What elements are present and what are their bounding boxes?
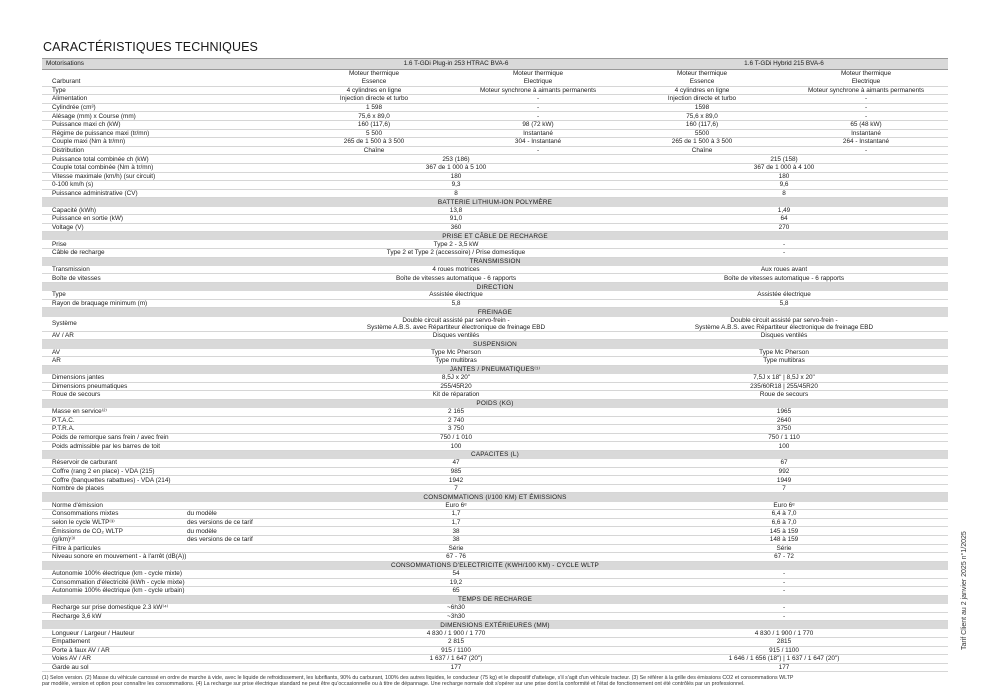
spec-value: - bbox=[864, 147, 868, 154]
spec-row bbox=[42, 215, 948, 224]
spec-row bbox=[42, 382, 948, 391]
spec-row bbox=[42, 408, 948, 416]
spec-label: Porte à faux AV / AR bbox=[42, 646, 292, 655]
spec-label: Filtre à particules bbox=[42, 544, 292, 553]
spec-value: 75,6 x 89,0 bbox=[358, 112, 390, 120]
spec-value: 1 637 / 1 647 (20") bbox=[429, 655, 483, 663]
section-header bbox=[42, 493, 948, 502]
spec-row bbox=[42, 518, 948, 527]
spec-value: Essence bbox=[361, 78, 387, 86]
spec-row bbox=[42, 120, 948, 129]
spec-value: 67 bbox=[780, 459, 788, 467]
spec-label: Type bbox=[42, 291, 292, 299]
spec-value: 177 bbox=[450, 663, 462, 671]
spec-row bbox=[42, 331, 948, 340]
spec-row bbox=[42, 527, 948, 536]
section-header bbox=[42, 198, 948, 207]
spec-value: 4 830 / 1 900 / 1 770 bbox=[426, 629, 486, 637]
spec-value: 5 500 bbox=[366, 129, 383, 137]
spec-value: 145 à 159 bbox=[769, 527, 799, 535]
spec-value: 7,5J x 18" | 8,5J x 20" bbox=[753, 374, 815, 382]
spec-sublabel: du modèle bbox=[187, 510, 292, 519]
spec-row bbox=[42, 433, 948, 442]
section-title: SUSPENSION bbox=[42, 340, 948, 349]
spec-value: 9,3 bbox=[451, 181, 461, 189]
spec-value: 255/45R20 bbox=[440, 382, 472, 390]
spec-label: Consommations mixtes bbox=[42, 510, 187, 519]
spec-value: 215 (158) bbox=[770, 155, 798, 163]
spec-value: 75,6 x 89,0 bbox=[686, 112, 718, 120]
spec-value: 2640 bbox=[776, 416, 792, 424]
spec-label: Prise bbox=[42, 240, 292, 248]
spec-value: 750 / 1 010 bbox=[440, 433, 472, 441]
spec-value: 64 bbox=[780, 215, 788, 223]
spec-value: 67 - 76 bbox=[446, 553, 466, 561]
spec-value: - bbox=[864, 95, 868, 103]
spec-label: Recharge 3,6 kW bbox=[42, 612, 292, 621]
model-plugin-header: 1.6 T-GDi Plug-in 253 HTRAC BVA-6 bbox=[403, 60, 509, 68]
spec-value: Type multibras bbox=[435, 357, 477, 365]
section-header bbox=[42, 257, 948, 266]
model-hybrid-header: 1.6 T-GDi Hybrid 215 BVA-6 bbox=[744, 60, 824, 68]
spec-value: - bbox=[782, 240, 786, 248]
colhead-plugin-electric: Moteur thermique bbox=[512, 70, 564, 78]
spec-value: - bbox=[536, 104, 540, 112]
spec-value: - bbox=[536, 95, 540, 103]
spec-label: Puissance en sortie (kW) bbox=[42, 215, 292, 224]
spec-value: 4 cylindres en ligne bbox=[346, 86, 402, 94]
spec-value: Assistée électrique bbox=[757, 291, 811, 299]
section-title: DIMENSIONS EXTÉRIEURES (MM) bbox=[42, 621, 948, 630]
spec-value: Aux roues avant bbox=[760, 266, 808, 274]
spec-label: Couple maxi (Nm à tr/mn) bbox=[42, 138, 292, 147]
spec-row bbox=[42, 553, 948, 562]
spec-row bbox=[42, 357, 948, 366]
spec-label: Alimentation bbox=[42, 95, 292, 104]
spec-value: 38 bbox=[452, 527, 460, 535]
spec-value: 1,49 bbox=[777, 206, 791, 214]
spec-value: 2 815 bbox=[448, 638, 465, 646]
section-title: JANTES / PNEUMATIQUES⁽¹⁾ bbox=[42, 365, 948, 374]
spec-value: Roue de secours bbox=[759, 391, 809, 399]
spec-value: 7 bbox=[454, 485, 458, 493]
spec-value: 91,0 bbox=[449, 215, 463, 223]
spec-value: 235/60R18 | 255/45R20 bbox=[750, 382, 818, 390]
spec-value: 8,5J x 20" bbox=[441, 374, 471, 382]
spec-row bbox=[42, 612, 948, 621]
spec-value: Double circuit assisté par servo-frein - bbox=[402, 316, 510, 324]
spec-row bbox=[42, 663, 948, 672]
spec-row bbox=[42, 291, 948, 299]
spec-row bbox=[42, 484, 948, 493]
spec-value: 1 598 bbox=[366, 104, 383, 112]
spec-sublabel: des versions de ce tarif bbox=[187, 536, 292, 545]
spec-row bbox=[42, 570, 948, 578]
spec-value: Boîte de vitesses automatique - 6 rapports bbox=[395, 274, 517, 282]
spec-row bbox=[42, 578, 948, 587]
spec-value: - bbox=[782, 578, 786, 586]
spec-label: Émissions de CO₂ WLTP bbox=[42, 527, 187, 536]
spec-value: Série bbox=[776, 544, 792, 552]
spec-value: Système A.B.S. avec Répartiteur électronique de freinage EBD bbox=[366, 323, 546, 331]
spec-label: AV bbox=[42, 349, 292, 357]
spec-value: 160 (117,6) bbox=[357, 121, 391, 129]
spec-row bbox=[42, 240, 948, 248]
spec-row bbox=[42, 266, 948, 274]
spec-value: Disques ventilés bbox=[760, 332, 808, 340]
spec-value: - bbox=[782, 249, 786, 257]
section-header bbox=[42, 283, 948, 292]
spec-label: Capacité (kWh) bbox=[42, 207, 292, 215]
spec-row bbox=[42, 629, 948, 637]
spec-value: Type Mc Pherson bbox=[431, 348, 481, 356]
spec-value: Euro 6ᵉ bbox=[773, 501, 795, 509]
spec-label: Puissance administrative (CV) bbox=[42, 189, 292, 198]
spec-value: 19,2 bbox=[449, 578, 463, 586]
spec-row bbox=[42, 103, 948, 112]
spec-label: Cylindrée (cm³) bbox=[42, 103, 292, 112]
spec-value: 180 bbox=[778, 172, 790, 180]
spec-row bbox=[42, 502, 948, 510]
spec-label: Consommation d'électricité (kWh - cycle mixte) bbox=[42, 578, 292, 587]
colhead-hybrid-electric: Moteur thermique bbox=[840, 70, 892, 78]
spec-value: - bbox=[782, 570, 786, 578]
section-header bbox=[42, 232, 948, 241]
spec-row bbox=[42, 646, 948, 655]
spec-row bbox=[42, 476, 948, 485]
spec-value: - bbox=[864, 112, 868, 120]
motorisations-label: Motorisations bbox=[42, 59, 292, 70]
spec-label: Boîte de vitesses bbox=[42, 274, 292, 283]
spec-label: Vitesse maximale (km/h) (sur circuit) bbox=[42, 172, 292, 181]
section-title: FREINAGE bbox=[42, 308, 948, 317]
spec-value: Injection directe et turbo bbox=[667, 95, 737, 103]
footnotes bbox=[42, 675, 942, 688]
spec-label: Recharge sur prise domestique 2.3 kW⁽⁴⁾ bbox=[42, 604, 292, 612]
section-header bbox=[42, 621, 948, 630]
spec-row bbox=[42, 112, 948, 121]
spec-value: Instantané bbox=[523, 129, 553, 137]
spec-value: 367 de 1 000 à 5 100 bbox=[425, 164, 487, 172]
spec-value: 7 bbox=[782, 485, 786, 493]
spec-label: Distribution bbox=[42, 146, 292, 155]
spec-value: 915 / 1100 bbox=[769, 646, 799, 654]
spec-value: 13,8 bbox=[449, 206, 463, 214]
spec-label: Régime de puissance maxi (tr/mn) bbox=[42, 129, 292, 138]
engine-type-header-row bbox=[42, 70, 948, 79]
spec-value: 264 - Instantané bbox=[842, 138, 890, 146]
section-title: PRISE ET CÂBLE DE RECHARGE bbox=[42, 232, 948, 241]
spec-value: 253 (186) bbox=[442, 155, 470, 163]
spec-value: 1,7 bbox=[451, 519, 461, 527]
spec-row bbox=[42, 189, 948, 198]
spec-label: Coffre (rang 2 en place) - VDA (215) bbox=[42, 467, 292, 476]
footnote-line: (1) Selon version. (2) Masse du véhicule carrossé en ordre de marche à vide, avec le liquide de refroidissement, les lubrifiants, 90% du carburant, 100% des autres liquides, le conducteur (75 kg) et le dispositif d'attelage, s'il s'agit d'un véhicule tracteur. (3) Se référer à la grille des émissions CO2 et consommations WLTP bbox=[42, 675, 794, 681]
spec-row bbox=[42, 510, 948, 519]
spec-value: Boîte de vitesses automatique - 6 rapports bbox=[723, 274, 845, 282]
section-header bbox=[42, 561, 948, 570]
spec-row bbox=[42, 459, 948, 467]
spec-value: - bbox=[536, 147, 540, 154]
spec-value: 9,6 bbox=[779, 181, 789, 189]
spec-value: 265 de 1 500 à 3 500 bbox=[343, 138, 405, 146]
spec-value: 6,6 à 7,0 bbox=[771, 519, 797, 527]
spec-value: Type Mc Pherson bbox=[759, 348, 809, 356]
spec-value: Injection directe et turbo bbox=[339, 95, 409, 103]
spec-label: Puissance maxi ch (kW) bbox=[42, 120, 292, 129]
spec-row bbox=[42, 181, 948, 190]
section-title: TRANSMISSION bbox=[42, 257, 948, 266]
spec-value: 2815 bbox=[776, 638, 792, 646]
spec-row bbox=[42, 416, 948, 425]
spec-row bbox=[42, 637, 948, 646]
spec-value: Chaîne bbox=[691, 147, 713, 154]
spec-row bbox=[42, 544, 948, 553]
spec-label: Dimensions jantes bbox=[42, 374, 292, 382]
spec-value: 1949 bbox=[776, 476, 792, 484]
spec-label: Réservoir de carburant bbox=[42, 459, 292, 467]
spec-label: Poids de remorque sans frein / avec frein bbox=[42, 433, 292, 442]
page-title: CARACTÉRISTIQUES TECHNIQUES bbox=[43, 40, 258, 54]
spec-row bbox=[42, 138, 948, 147]
spec-value: Type 2 et Type 2 (accessoire) / Prise domestique bbox=[386, 249, 526, 257]
spec-value: Kit de réparation bbox=[432, 391, 480, 399]
spec-row bbox=[42, 223, 948, 232]
spec-label: Garde au sol bbox=[42, 663, 292, 672]
spec-label: P.T.R.A. bbox=[42, 425, 292, 434]
spec-value: 360 bbox=[450, 223, 462, 231]
spec-value: Moteur synchrone à aimants permanents bbox=[807, 86, 925, 94]
spec-value: 54 bbox=[452, 570, 460, 578]
spec-value: 4 830 / 1 900 / 1 770 bbox=[754, 629, 814, 637]
spec-row bbox=[42, 249, 948, 258]
spec-label: Voltage (V) bbox=[42, 223, 292, 232]
spec-value: 1942 bbox=[448, 476, 464, 484]
spec-value: Système A.B.S. avec Répartiteur électronique de freinage EBD bbox=[694, 323, 874, 331]
spec-label: (g/km)⁽³⁾ bbox=[42, 536, 187, 545]
section-title: TEMPS DE RECHARGE bbox=[42, 595, 948, 604]
spec-value: 3750 bbox=[776, 425, 792, 433]
spec-label: P.T.A.C. bbox=[42, 416, 292, 425]
spec-value: 304 - Instantané bbox=[514, 138, 562, 146]
section-header bbox=[42, 340, 948, 349]
spec-label: Coffre (banquettes rabattues) - VDA (214) bbox=[42, 476, 292, 485]
section-header bbox=[42, 365, 948, 374]
spec-value: Type 2 - 3,5 kW bbox=[433, 240, 479, 248]
spec-label: Alésage (mm) x Course (mm) bbox=[42, 112, 292, 121]
spec-value: 148 à 159 bbox=[769, 536, 799, 544]
spec-value: 180 bbox=[450, 172, 462, 180]
spec-value: 367 de 1 000 à 4 100 bbox=[753, 164, 815, 172]
spec-label: Longueur / Largeur / Hauteur bbox=[42, 629, 292, 637]
section-title: CONSOMMATIONS (l/100 KM) ET ÉMISSIONS bbox=[42, 493, 948, 502]
section-header bbox=[42, 450, 948, 459]
spec-value: - bbox=[782, 587, 786, 595]
spec-value: ~3h30 bbox=[447, 612, 465, 620]
spec-label: Poids admissible par les barres de toit bbox=[42, 442, 292, 451]
colhead-plugin-thermal: Moteur thermique bbox=[348, 70, 400, 78]
spec-label: Câble de recharge bbox=[42, 249, 292, 258]
spec-label: Nombre de places bbox=[42, 484, 292, 493]
spec-value: 38 bbox=[452, 536, 460, 544]
spec-sublabel: du modèle bbox=[187, 527, 292, 536]
spec-row bbox=[42, 442, 948, 451]
section-title: BATTERIE LITHIUM-ION POLYMÈRE bbox=[42, 198, 948, 207]
section-title: CAPACITÉS (L) bbox=[42, 450, 948, 459]
spec-value: 65 bbox=[452, 587, 460, 595]
spec-value: 2 165 bbox=[448, 408, 465, 416]
spec-value: Type multibras bbox=[763, 357, 805, 365]
spec-row bbox=[42, 274, 948, 283]
section-title: POIDS (KG) bbox=[42, 399, 948, 408]
spec-value: 6,4 à 7,0 bbox=[771, 510, 797, 518]
spec-row bbox=[42, 536, 948, 545]
side-note: Tarif Client au 2 janvier 2025 n°1/2025 bbox=[961, 531, 968, 650]
spec-value: 8 bbox=[454, 189, 458, 197]
spec-value: - bbox=[536, 112, 540, 120]
spec-label: Couple total combinée (Nm à tr/mn) bbox=[42, 163, 292, 172]
spec-value: 100 bbox=[450, 442, 462, 450]
spec-row bbox=[42, 604, 948, 612]
spec-value: 100 bbox=[778, 442, 790, 450]
spec-value: 3 750 bbox=[448, 425, 465, 433]
spec-value: 992 bbox=[778, 467, 790, 475]
spec-value: Disques ventilés bbox=[432, 332, 480, 340]
spec-row bbox=[42, 391, 948, 400]
spec-label: Norme d'émission bbox=[42, 502, 292, 510]
spec-label: Voies AV / AR bbox=[42, 655, 292, 664]
spec-value: 5,8 bbox=[451, 300, 461, 308]
spec-value: 160 (117,6) bbox=[685, 121, 719, 129]
spec-row bbox=[42, 207, 948, 215]
section-header bbox=[42, 595, 948, 604]
spec-table bbox=[42, 58, 948, 672]
spec-value: Série bbox=[448, 544, 464, 552]
spec-label: Niveau sonore en mouvement - à l'arrêt (dB(A)) bbox=[42, 553, 292, 562]
spec-value: 985 bbox=[450, 467, 462, 475]
spec-value: ~6h30 bbox=[447, 604, 465, 612]
models-row bbox=[42, 59, 948, 70]
spec-value: 177 bbox=[778, 663, 790, 671]
spec-value: Chaîne bbox=[363, 147, 385, 154]
spec-row bbox=[42, 299, 948, 308]
spec-table-body bbox=[42, 59, 948, 672]
spec-label: Rayon de braquage minimum (m) bbox=[42, 299, 292, 308]
spec-label: Masse en service⁽²⁾ bbox=[42, 408, 292, 416]
spec-row bbox=[42, 95, 948, 104]
spec-value: 65 (48 kW) bbox=[850, 121, 882, 129]
footnote-line: par modèle, version et option pour connaître les consommations. (4) La recharge sur prise électrique standard ne peut être qu'occasionnelle ou à titre de dépannage. Une recharge normale doit s'opérer sur une prise dont la conformité et l'état de fonctionnement ont été contrôlés par un professionnel. bbox=[42, 681, 745, 688]
spec-value: 8 bbox=[782, 189, 786, 197]
spec-value: Electrique bbox=[523, 78, 553, 86]
section-title: DIRECTION bbox=[42, 283, 948, 292]
spec-value: 2 740 bbox=[448, 416, 465, 424]
spec-value: - bbox=[782, 604, 786, 612]
spec-row bbox=[42, 78, 948, 86]
spec-label: Autonomie 100% électrique (km - cycle urbain) bbox=[42, 587, 292, 596]
spec-value: 4 cylindres en ligne bbox=[674, 86, 730, 94]
spec-label: Autonomie 100% électrique (km - cycle mixte) bbox=[42, 570, 292, 578]
spec-value: 98 (72 kW) bbox=[522, 121, 554, 129]
spec-value: 4 roues motrices bbox=[432, 266, 480, 274]
spec-row bbox=[42, 129, 948, 138]
spec-value: 1965 bbox=[776, 408, 792, 416]
spec-row bbox=[42, 349, 948, 357]
spec-value: Double circuit assisté par servo-frein - bbox=[730, 316, 838, 324]
spec-value: - bbox=[864, 104, 868, 112]
spec-value: 265 de 1 500 à 3 500 bbox=[671, 138, 733, 146]
spec-label: Puissance total combinée ch (kW) bbox=[42, 155, 292, 164]
spec-label: AR bbox=[42, 357, 292, 366]
spec-row bbox=[42, 467, 948, 476]
spec-label: Dimensions pneumatiques bbox=[42, 382, 292, 391]
section-title: CONSOMMATIONS D'ELECTRICITÉ (KWH/100 KM) - CYCLE WLTP bbox=[42, 561, 948, 570]
spec-value: Instantané bbox=[851, 129, 881, 137]
spec-value: 1 646 / 1 656 (18") | 1 637 / 1 647 (20") bbox=[728, 655, 840, 663]
spec-row bbox=[42, 163, 948, 172]
spec-label: Carburant bbox=[42, 78, 292, 86]
spec-value: 750 / 1 110 bbox=[768, 433, 800, 441]
spec-label: selon le cycle WLTP⁽³⁾ bbox=[42, 518, 187, 527]
spec-label: Système bbox=[42, 317, 292, 332]
spec-row bbox=[42, 146, 948, 155]
spec-value: Essence bbox=[689, 78, 715, 86]
spec-value: Electrique bbox=[851, 78, 881, 86]
section-header bbox=[42, 399, 948, 408]
spec-value: 1598 bbox=[694, 104, 710, 112]
spec-value: - bbox=[782, 612, 786, 620]
section-header bbox=[42, 308, 948, 317]
spec-row bbox=[42, 374, 948, 382]
spec-label: AV / AR bbox=[42, 331, 292, 340]
spec-label: Roue de secours bbox=[42, 391, 292, 400]
spec-row bbox=[42, 317, 948, 332]
spec-row bbox=[42, 86, 948, 95]
spec-label: 0-100 km/h (s) bbox=[42, 181, 292, 190]
spec-label: Type bbox=[42, 86, 292, 95]
spec-value: 67 - 72 bbox=[774, 553, 794, 561]
spec-value: Assistée électrique bbox=[429, 291, 483, 299]
spec-value: Moteur synchrone à aimants permanents bbox=[479, 86, 597, 94]
spec-value: 5500 bbox=[694, 129, 710, 137]
colhead-hybrid-thermal: Moteur thermique bbox=[676, 70, 728, 78]
spec-value: 1,7 bbox=[451, 510, 461, 518]
spec-row bbox=[42, 655, 948, 664]
spec-value: 47 bbox=[452, 459, 460, 467]
spec-value: Euro 6ᵉ bbox=[445, 501, 467, 509]
spec-value: 270 bbox=[778, 223, 790, 231]
spec-label: Empattement bbox=[42, 637, 292, 646]
spec-value: 915 / 1100 bbox=[441, 646, 471, 654]
spec-row bbox=[42, 587, 948, 596]
spec-label: Transmission bbox=[42, 266, 292, 274]
spec-row bbox=[42, 425, 948, 434]
spec-value: 5,8 bbox=[779, 300, 789, 308]
spec-row bbox=[42, 172, 948, 181]
spec-sublabel: des versions de ce tarif bbox=[187, 518, 292, 527]
spec-row bbox=[42, 155, 948, 164]
